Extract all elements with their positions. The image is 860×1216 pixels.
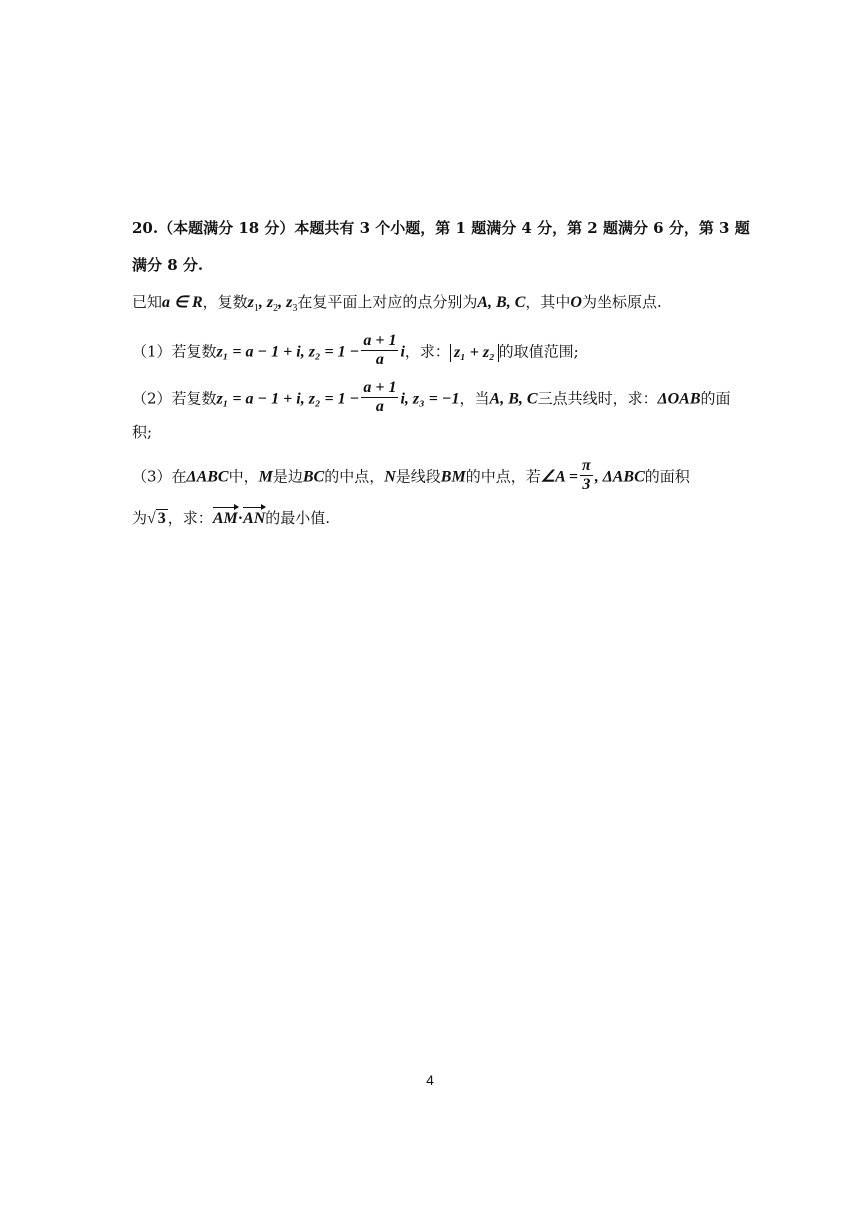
part3-triangle2: , ΔABC — [594, 468, 645, 486]
question-header-line1 — [132, 218, 750, 238]
part2-triangle: ΔOAB — [657, 390, 701, 408]
intro-text: 已知 — [132, 293, 163, 311]
part1-i: i — [400, 343, 405, 361]
part1-label: （1）若复数 — [132, 342, 217, 361]
part1-fraction: $\frac{a + 1}{a}$ — [363, 332, 397, 368]
part3-fraction: $\frac{\pi}{3}$ — [581, 457, 591, 493]
question-part-2 — [132, 381, 731, 418]
part3-label: （3）在 — [132, 467, 187, 486]
intro-text: 在复平面上对应的点分别为 — [297, 293, 478, 311]
question-part-3: （3）在ΔABC中，M是边BC的中点，N是线段BM的中点，若∠A = $\frac{\pi}{3}$ , ΔABC的面积 — [132, 457, 690, 493]
part2-z3: i, z₃ = −1 — [400, 390, 460, 408]
part3-BM: BM — [440, 468, 466, 486]
question-header-line2 — [132, 255, 203, 275]
part3-BC: BC — [302, 468, 325, 486]
intro-line — [132, 292, 662, 319]
question-part-2-cont — [132, 422, 152, 442]
intro-text: ，其中 — [525, 293, 571, 311]
part3-M: M — [258, 468, 273, 486]
part2-z-def: z₁ = a − 1 + i, z₂ = 1 − — [216, 390, 360, 408]
part3-sqrt: √ 3 — [147, 510, 166, 527]
part1-z-def: z₁ = a − 1 + i, z₂ = 1 − — [216, 343, 360, 361]
intro-math-O: O — [570, 294, 582, 311]
part2-fraction: $\frac{a + 1}{a}$ — [363, 379, 397, 415]
question-part-3-cont: 为√ 3 ，求：AM·AN的最小值. — [132, 509, 331, 527]
part3-angle: ∠A = — [540, 468, 578, 486]
question-info-cont: 满分 8 分. — [132, 256, 204, 274]
question-number: 20. — [132, 219, 159, 237]
intro-text: ，复数 — [202, 293, 248, 311]
intro-math-ABC: A, B, C — [477, 294, 526, 311]
part3-triangle: ΔABC — [186, 468, 229, 486]
part2-text-cont: 积; — [132, 423, 153, 441]
intro-math-z: $z_1$, $z_2$, $z_3$ — [247, 294, 298, 314]
question-part-1 — [132, 334, 579, 371]
part3-N: N — [384, 468, 396, 486]
part1-text: ，求： — [404, 342, 450, 361]
part2-text: 三点共线时，求： — [537, 389, 658, 408]
part3-dot: · — [237, 510, 244, 527]
part3-vector-AM: AM — [212, 510, 238, 527]
part2-text: 的面 — [700, 389, 731, 408]
intro-math-aR: a ∈ R — [162, 294, 203, 311]
part3-vector-AN: AN — [243, 510, 266, 527]
part1-text: 的取值范围; — [498, 342, 579, 361]
part1-abs: z₁ + z₂ — [450, 344, 499, 362]
part2-label: （2）若复数 — [132, 389, 217, 408]
intro-text: 为坐标原点. — [581, 293, 662, 311]
part2-text: ，当 — [459, 389, 490, 408]
part2-ABC: A, B, C — [489, 390, 538, 408]
page-number: 4 — [426, 1072, 434, 1088]
question-info: （本题满分 18 分）本题共有 3 个小题，第 1 题满分 4 分，第 2 题满分 6 分，第 3 题 — [158, 219, 750, 237]
